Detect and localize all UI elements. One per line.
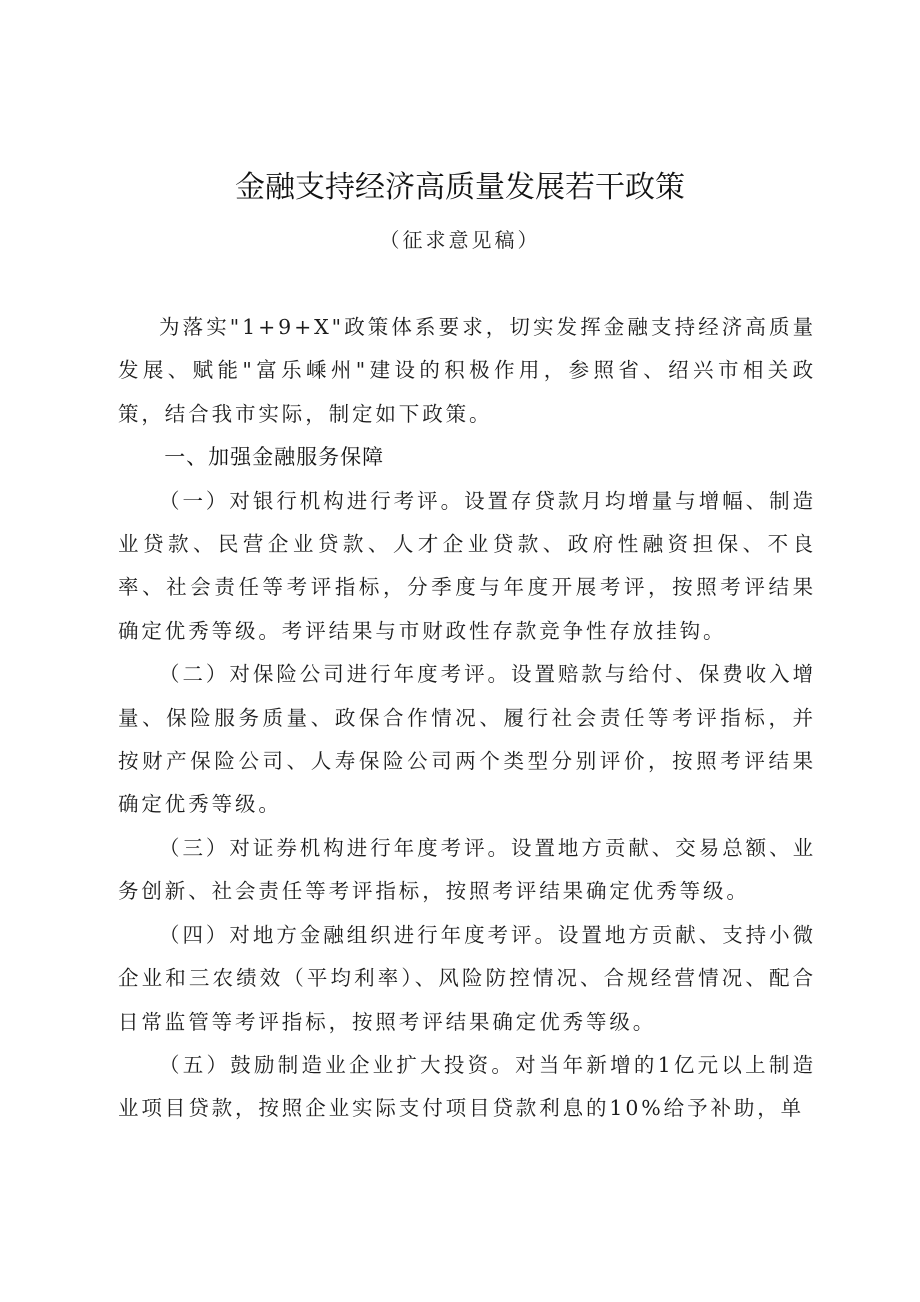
policy-item-5: （五）鼓励制造业企业扩大投资。对当年新增的1亿元以上制造业项目贷款，按照企业实际支付项目贷款利息的10%给予补助，单 — [118, 1052, 816, 1121]
policy-item-4: （四）对地方金融组织进行年度考评。设置地方贡献、支持小微企业和三农绩效（平均利率）、风险防控情况、合规经营情况、配合日常监管等考评指标，按照考评结果确定优秀等级。 — [118, 922, 816, 1034]
document-subtitle: （征求意见稿） — [379, 228, 541, 252]
policy-item-3: （三）对证券机构进行年度考评。设置地方贡献、交易总额、业务创新、社会责任等考评指标，按照考评结果确定优秀等级。 — [118, 835, 816, 904]
document-title: 金融支持经济高质量发展若干政策 — [235, 170, 685, 205]
section-heading-1: 一、加强金融服务保障 — [164, 445, 385, 470]
document-body — [118, 306, 816, 1131]
policy-item-1: （一）对银行机构进行考评。设置存贷款月均增量与增幅、制造业贷款、民营企业贷款、人才企业贷款、政府性融资担保、不良率、社会责任等考评指标，分季度与年度开展考评，按照考评结果确定优秀等级。考评结果与市财政性存款竞争性存放挂钩。 — [118, 488, 816, 643]
intro-paragraph: 为落实"1+9+X"政策体系要求，切实发挥金融支持经济高质量发展、赋能"富乐嵊州"建设的积极作用，参照省、绍兴市相关政策，结合我市实际，制定如下政策。 — [118, 315, 816, 426]
policy-item-2: （二）对保险公司进行年度考评。设置赔款与给付、保费收入增量、保险服务质量、政保合作情况、履行社会责任等考评指标，并按财产保险公司、人寿保险公司两个类型分别评价，按照考评结果确定优秀等级。 — [118, 662, 816, 817]
